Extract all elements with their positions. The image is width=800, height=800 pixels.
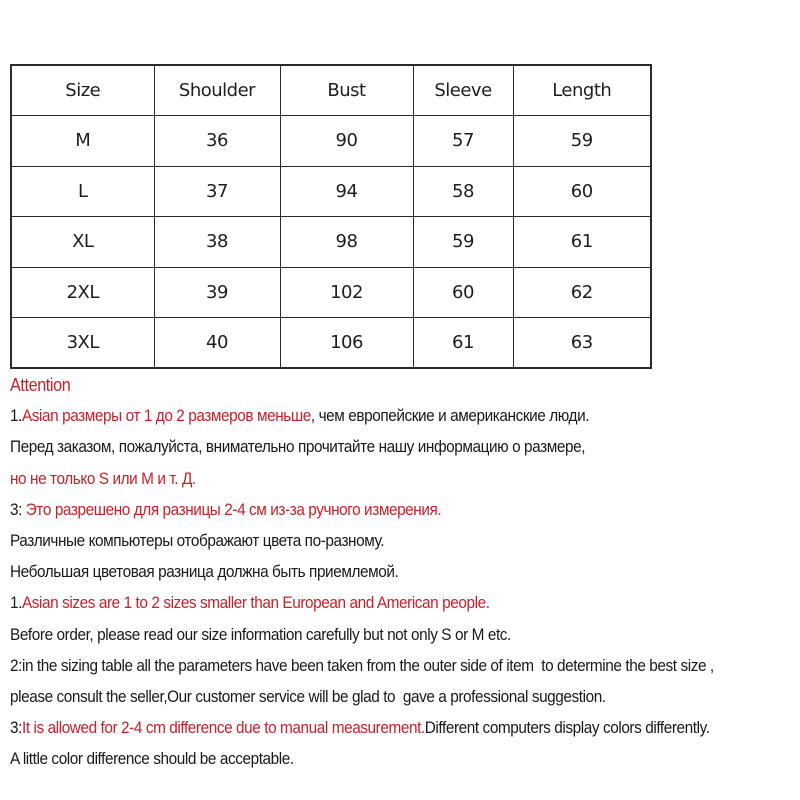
ru-note-4-highlight: Это разрешено для разницы 2-4 см из-за ручного измерения.	[25, 500, 442, 519]
cell-size: 2XL	[11, 267, 154, 318]
ru-note-4-prefix: 3:	[10, 500, 26, 519]
cell-length: 62	[513, 267, 651, 318]
cell-shoulder: 40	[154, 318, 280, 369]
cell-sleeve: 58	[413, 166, 513, 217]
cell-size: L	[11, 166, 154, 217]
cell-length: 59	[513, 116, 651, 167]
cell-size: M	[11, 116, 154, 167]
table-row	[11, 318, 651, 369]
header-length: Length	[513, 65, 651, 116]
table-row	[11, 116, 651, 167]
cell-length: 60	[513, 166, 651, 217]
table-header-row	[11, 65, 651, 116]
ru-note-4	[10, 495, 745, 526]
en-note-1	[10, 588, 745, 619]
cell-shoulder: 38	[154, 217, 280, 268]
cell-length: 63	[513, 318, 651, 369]
en-note-5-prefix: 3:	[10, 719, 22, 738]
cell-bust: 90	[280, 116, 413, 167]
cell-bust: 102	[280, 267, 413, 318]
cell-length: 61	[513, 217, 651, 268]
cell-sleeve: 61	[413, 318, 513, 369]
header-size: Size	[11, 65, 154, 116]
cell-size: 3XL	[11, 318, 154, 369]
en-note-1-highlight: Asian sizes are 1 to 2 sizes smaller than European and American people.	[21, 594, 490, 613]
cell-sleeve: 57	[413, 116, 513, 167]
ru-note-1	[10, 401, 745, 432]
cell-shoulder: 39	[154, 267, 280, 318]
cell-sleeve: 60	[413, 267, 513, 318]
en-note-6: A little color difference should be acceptable.	[10, 750, 294, 769]
header-shoulder: Shoulder	[154, 65, 280, 116]
en-note-5-rest: Different computers display colors differently.	[424, 719, 710, 738]
cell-bust: 98	[280, 217, 413, 268]
en-note-4: please consult the seller,Our customer service will be glad to gave a professional suggestion.	[10, 687, 606, 706]
cell-bust: 106	[280, 318, 413, 369]
table-row	[11, 166, 651, 217]
ru-note-5: Различные компьютеры отображают цвета по-разному.	[10, 531, 385, 550]
header-sleeve: Sleeve	[413, 65, 513, 116]
cell-shoulder: 36	[154, 116, 280, 167]
en-note-2: Before order, please read our size information carefully but not only S or M etc.	[10, 625, 511, 644]
size-chart-table	[10, 64, 652, 369]
cell-bust: 94	[280, 166, 413, 217]
ru-note-1-prefix: 1.	[10, 407, 22, 426]
cell-size: XL	[11, 217, 154, 268]
attention-heading: Attention	[10, 375, 71, 395]
en-note-1-prefix: 1.	[10, 594, 22, 613]
en-note-3: 2:in the sizing table all the parameters have been taken from the outer side of item to determine the best size ,	[10, 656, 714, 675]
ru-note-1-highlight: Asian размеры от 1 до 2 размеров меньше	[21, 407, 311, 426]
ru-note-3: но не только S или M и т. Д.	[10, 469, 196, 488]
ru-note-2: Перед заказом, пожалуйста, внимательно прочитайте нашу информацию о размере,	[10, 438, 586, 457]
en-note-5-highlight: It is allowed for 2-4 cm difference due to manual measurement.	[21, 719, 425, 738]
size-notes	[10, 370, 800, 775]
ru-note-1-rest: , чем европейские и американские люди.	[310, 407, 590, 426]
en-note-5	[10, 713, 745, 744]
table-row	[11, 217, 651, 268]
cell-shoulder: 37	[154, 166, 280, 217]
cell-sleeve: 59	[413, 217, 513, 268]
ru-note-6: Небольшая цветовая разница должна быть приемлемой.	[10, 563, 399, 582]
header-bust: Bust	[280, 65, 413, 116]
table-row	[11, 267, 651, 318]
